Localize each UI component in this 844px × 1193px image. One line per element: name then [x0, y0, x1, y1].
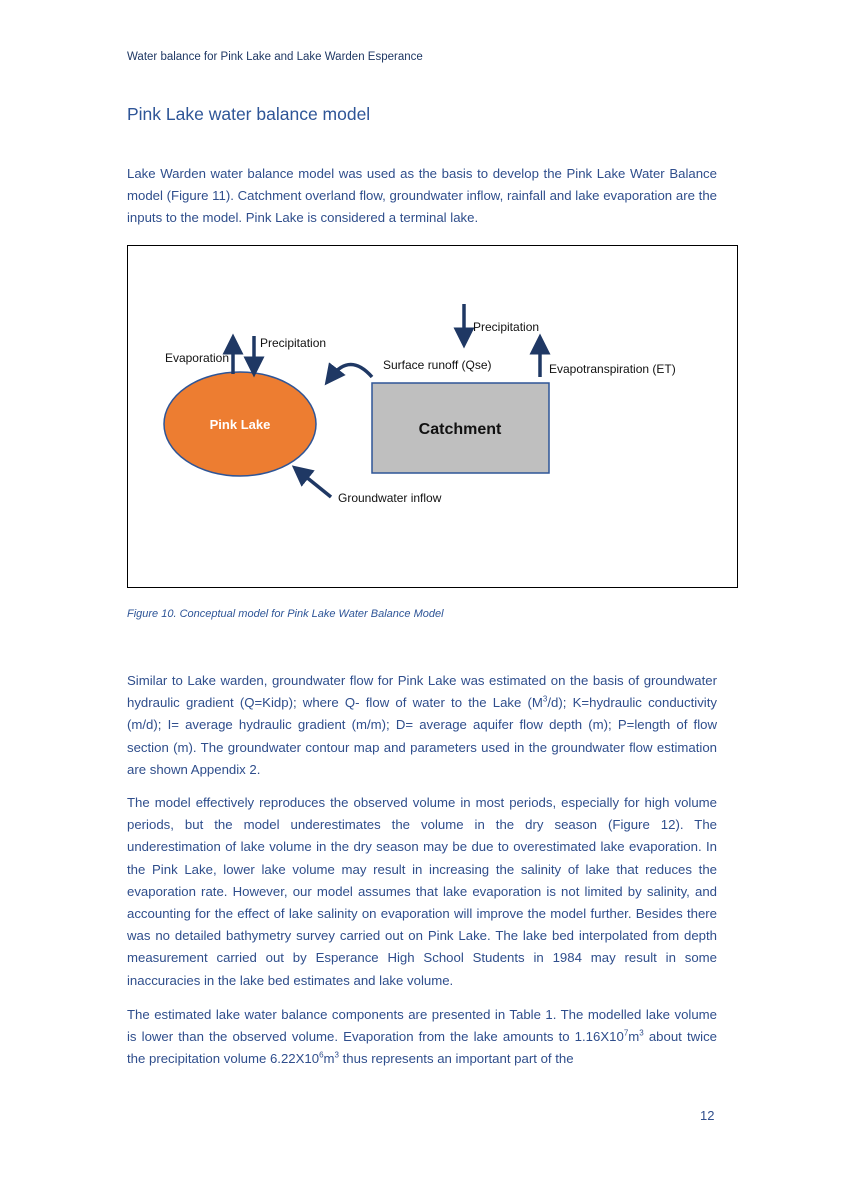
groundwater-paragraph: [127, 670, 717, 781]
superscript: 6: [319, 1051, 324, 1061]
water-balance-text-d: m: [323, 1051, 335, 1067]
water-balance-text-a: The estimated lake water balance components are presented in Table 1. The modelled lake volume is lower than the observed volume. Evaporation from the lake amounts to 1.16X10: [127, 1007, 717, 1045]
conceptual-model-diagram: [128, 246, 739, 589]
intro-paragraph: Lake Warden water balance model was used as the basis to develop the Pink Lake Water Balance model (Figure 11). Catchment overland flow, groundwater inflow, rainfall and lake evaporation are the inputs to the model. Pink Lake is considered a terminal lake.: [127, 166, 717, 226]
superscript: 7: [623, 1028, 629, 1038]
superscript: 3: [639, 1028, 644, 1038]
superscript: 3: [542, 694, 548, 704]
groundwater-arrow-icon: [300, 472, 331, 497]
water-balance-text-b: m: [628, 1029, 640, 1045]
groundwater-label: Groundwater inflow: [338, 491, 442, 505]
page-number: 12: [700, 1108, 715, 1123]
surface-runoff-label: Surface runoff (Qse): [383, 358, 492, 372]
evapotranspiration-label: Evapotranspiration (ET): [549, 362, 676, 376]
conceptual-model-figure: [127, 245, 738, 588]
superscript: 3: [334, 1051, 339, 1061]
groundwater-paragraph-text: Similar to Lake warden, groundwater flow for Pink Lake was estimated on the basis of groundwater hydraulic gradient (Q=Kidp); where Q- flow of water to the Lake (M: [127, 673, 717, 711]
figure-caption: Figure 10. Conceptual model for Pink Lake Water Balance Model: [127, 608, 444, 620]
groundwater-paragraph-text-cont: /d); K=hydraulic conductivity (m/d); I= average hydraulic gradient (m/m); D= average aquifer flow depth (m); P=length of flow section (m). The groundwater contour map and parameters used in the groundwater flow estimation are shown Appendix 2.: [127, 695, 717, 777]
catchment-label: Catchment: [418, 421, 502, 438]
running-header: Water balance for Pink Lake and Lake Warden Esperance: [127, 51, 423, 63]
pink-lake-label: Pink Lake: [209, 417, 271, 432]
lake-precipitation-label: Precipitation: [260, 336, 327, 350]
water-balance-paragraph: [127, 1004, 717, 1071]
catchment-precipitation-label: Precipitation: [473, 320, 540, 334]
evaporation-label: Evaporation: [164, 351, 229, 365]
water-balance-text-e: thus represents an important part of the: [338, 1051, 574, 1067]
section-title: Pink Lake water balance model: [127, 104, 371, 124]
water-balance-text-c: about twice the precipitation volume 6.22X10: [127, 1029, 718, 1067]
model-performance-paragraph: The model effectively reproduces the observed volume in most periods, especially for high volume periods, but the model underestimates the volume in the dry season (Figure 12). The underestimation of lake volume in the dry season may be due to overestimated lake evaporation. In the Pink Lake, lower lake volume may result in increasing the salinity of lake that reduces the evaporation rate. However, our model assumes that lake evaporation is not limited by salinity, and accounting for the effect of lake salinity on evaporation will improve the model further. Besides there was no detailed bathymetry survey carried out on Pink Lake. The lake bed interpolated from depth measurement carried out by Esperance High School Students in 1984 may result in some inaccuracies in the lake bed estimates and lake volume.: [127, 795, 717, 988]
surface-runoff-arrow-icon: [331, 365, 372, 378]
